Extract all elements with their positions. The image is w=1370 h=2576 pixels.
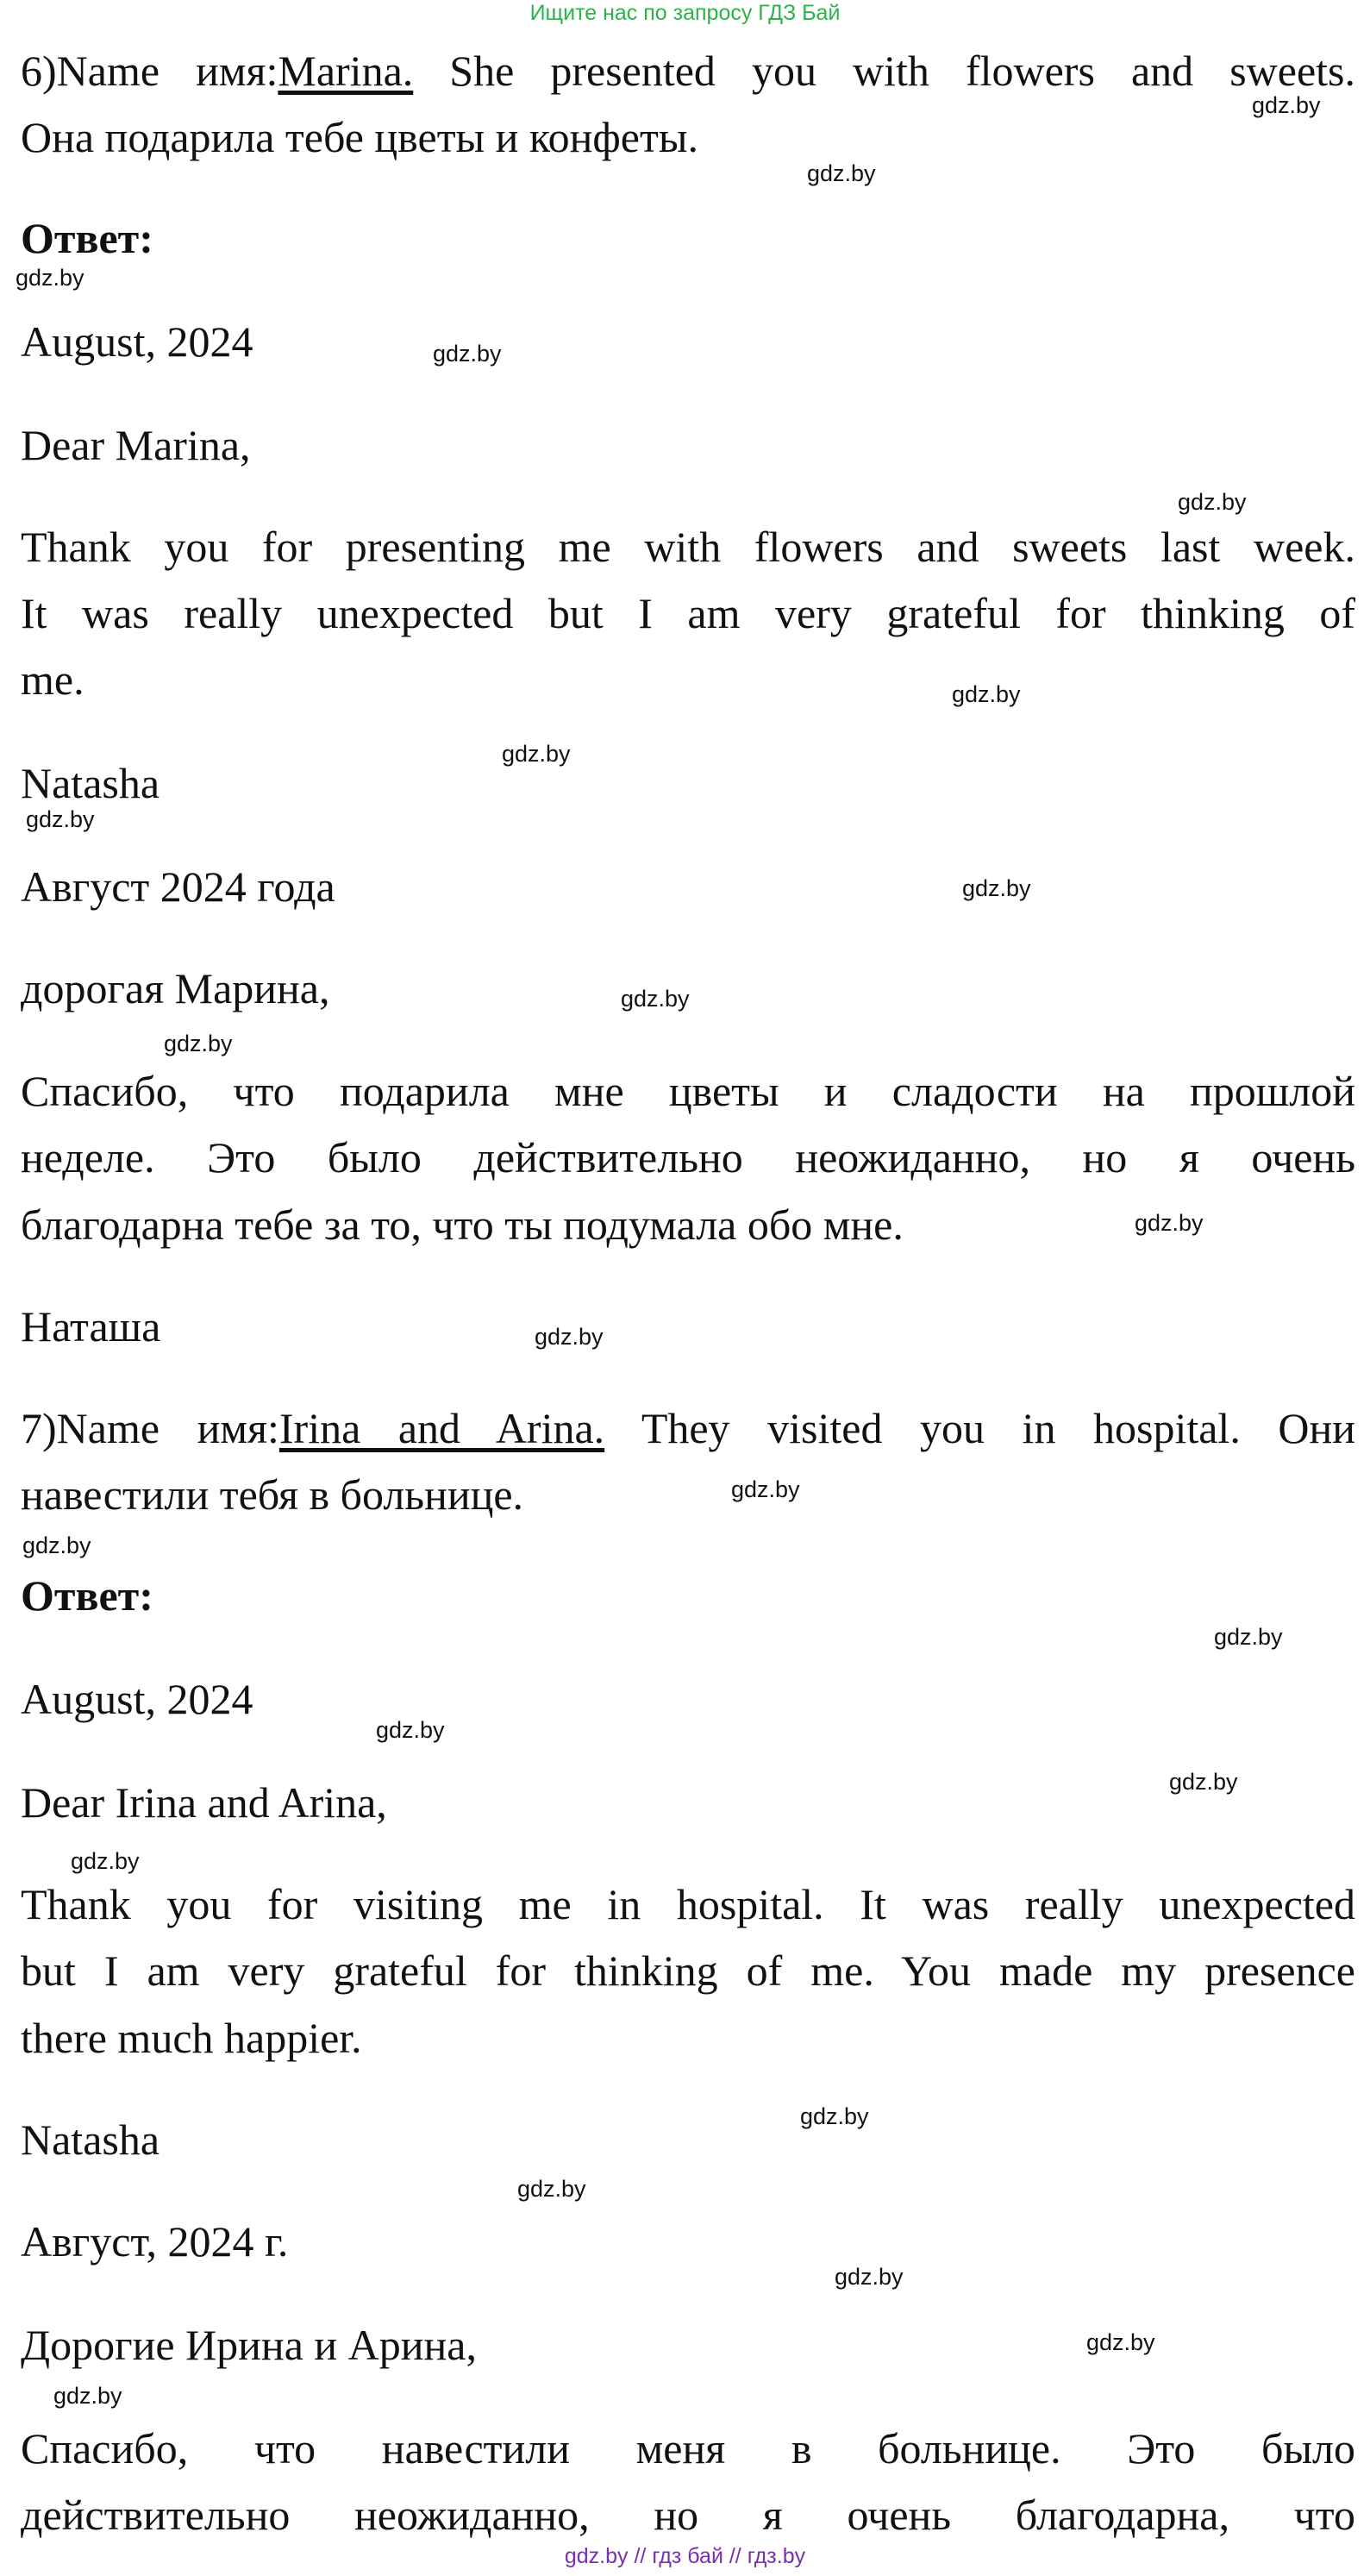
- task6-date-ru: Август 2024 года: [21, 862, 335, 911]
- task7-greeting-ru: Дорогие Ирина и Арина,: [21, 2321, 477, 2369]
- task7-prompt-rest: They visited you in hospital. Они: [604, 1404, 1356, 1452]
- task7-body-en-line2: but I am very grateful for thinking of me. You made my presence: [21, 1946, 1355, 1995]
- watermark: gdz.by: [517, 2176, 586, 2202]
- task6-signature-en: Natasha: [21, 759, 160, 807]
- task6-prompt-rest: She presented you with flowers and sweets.: [413, 47, 1355, 95]
- watermark: gdz.by: [1252, 92, 1321, 118]
- task7-body-ru-line1: Спасибо, что навестили меня в больнице. Это было: [21, 2424, 1355, 2473]
- watermark: gdz.by: [835, 2264, 904, 2290]
- task6-body-en-line1: Thank you for presenting me with flowers and sweets last week.: [21, 523, 1355, 571]
- watermark: gdz.by: [16, 265, 84, 291]
- task7-prompt-line2: навестили тебя в больнице.: [21, 1470, 524, 1519]
- task6-date-en: August, 2024: [21, 317, 253, 366]
- watermark: gdz.by: [22, 1532, 91, 1558]
- watermark: gdz.by: [1169, 1769, 1238, 1795]
- watermark: gdz.by: [962, 875, 1031, 901]
- watermark: gdz.by: [164, 1031, 233, 1056]
- site-header-banner[interactable]: Ищите нас по запросу ГДЗ Бай: [529, 1, 841, 25]
- task7-date-en: August, 2024: [21, 1675, 253, 1723]
- watermark: gdz.by: [1135, 1210, 1204, 1236]
- task6-body-ru-line2: неделе. Это было действительно неожиданно, но я очень: [21, 1133, 1355, 1181]
- watermark: gdz.by: [731, 1476, 800, 1502]
- task6-greeting-ru: дорогая Марина,: [21, 964, 330, 1012]
- task6-name: Marina.: [278, 47, 414, 95]
- watermark: gdz.by: [502, 741, 571, 767]
- watermark: gdz.by: [376, 1717, 445, 1743]
- task7-answer-label: Ответ:: [21, 1571, 153, 1620]
- watermark: gdz.by: [800, 2103, 869, 2129]
- task7-prompt-line1: [21, 1402, 1355, 1454]
- watermark: gdz.by: [535, 1324, 604, 1350]
- watermark: gdz.by: [53, 2383, 122, 2409]
- task7-body-ru-line2: действительно неожиданно, но я очень благодарна, что: [21, 2491, 1355, 2539]
- task7-name: Irina and Arina.: [278, 1404, 605, 1452]
- watermark: gdz.by: [1214, 1624, 1283, 1650]
- task7-prefix: 7)Name имя:: [21, 1404, 279, 1452]
- watermark: gdz.by: [621, 986, 690, 1012]
- task6-prompt-line1: [21, 45, 1355, 97]
- task7-signature-en: Natasha: [21, 2115, 160, 2164]
- watermark: gdz.by: [1178, 489, 1247, 515]
- site-footer-links[interactable]: gdz.by // гдз бай // гдз.by: [564, 2544, 806, 2568]
- task6-signature-ru: Наташа: [21, 1302, 161, 1351]
- watermark: gdz.by: [952, 681, 1021, 707]
- task6-body-en-line2: It was really unexpected but I am very grateful for thinking of: [21, 589, 1355, 637]
- task7-body-en-line3: there much happier.: [21, 2014, 362, 2062]
- watermark: gdz.by: [433, 341, 502, 367]
- task6-body-ru-line1: Спасибо, что подарила мне цветы и сладости на прошлой: [21, 1067, 1355, 1115]
- task6-answer-label: Ответ:: [21, 214, 153, 262]
- watermark: gdz.by: [1086, 2329, 1155, 2355]
- watermark: gdz.by: [807, 160, 876, 186]
- watermark: gdz.by: [71, 1848, 140, 1874]
- task7-greeting-en: Dear Irina and Arina,: [21, 1778, 387, 1827]
- task7-body-en-line1: Thank you for visiting me in hospital. It was really unexpected: [21, 1880, 1355, 1928]
- task6-prompt-line2: Она подарила тебе цветы и конфеты.: [21, 113, 698, 161]
- task7-date-ru: Август, 2024 г.: [21, 2217, 289, 2266]
- task6-greeting-en: Dear Marina,: [21, 421, 251, 469]
- task6-body-en-line3: me.: [21, 655, 84, 704]
- task6-prefix: 6)Name имя:: [21, 47, 278, 95]
- watermark: gdz.by: [26, 806, 95, 832]
- task6-body-ru-line3: благодарна тебе за то, что ты подумала обо мне.: [21, 1200, 904, 1249]
